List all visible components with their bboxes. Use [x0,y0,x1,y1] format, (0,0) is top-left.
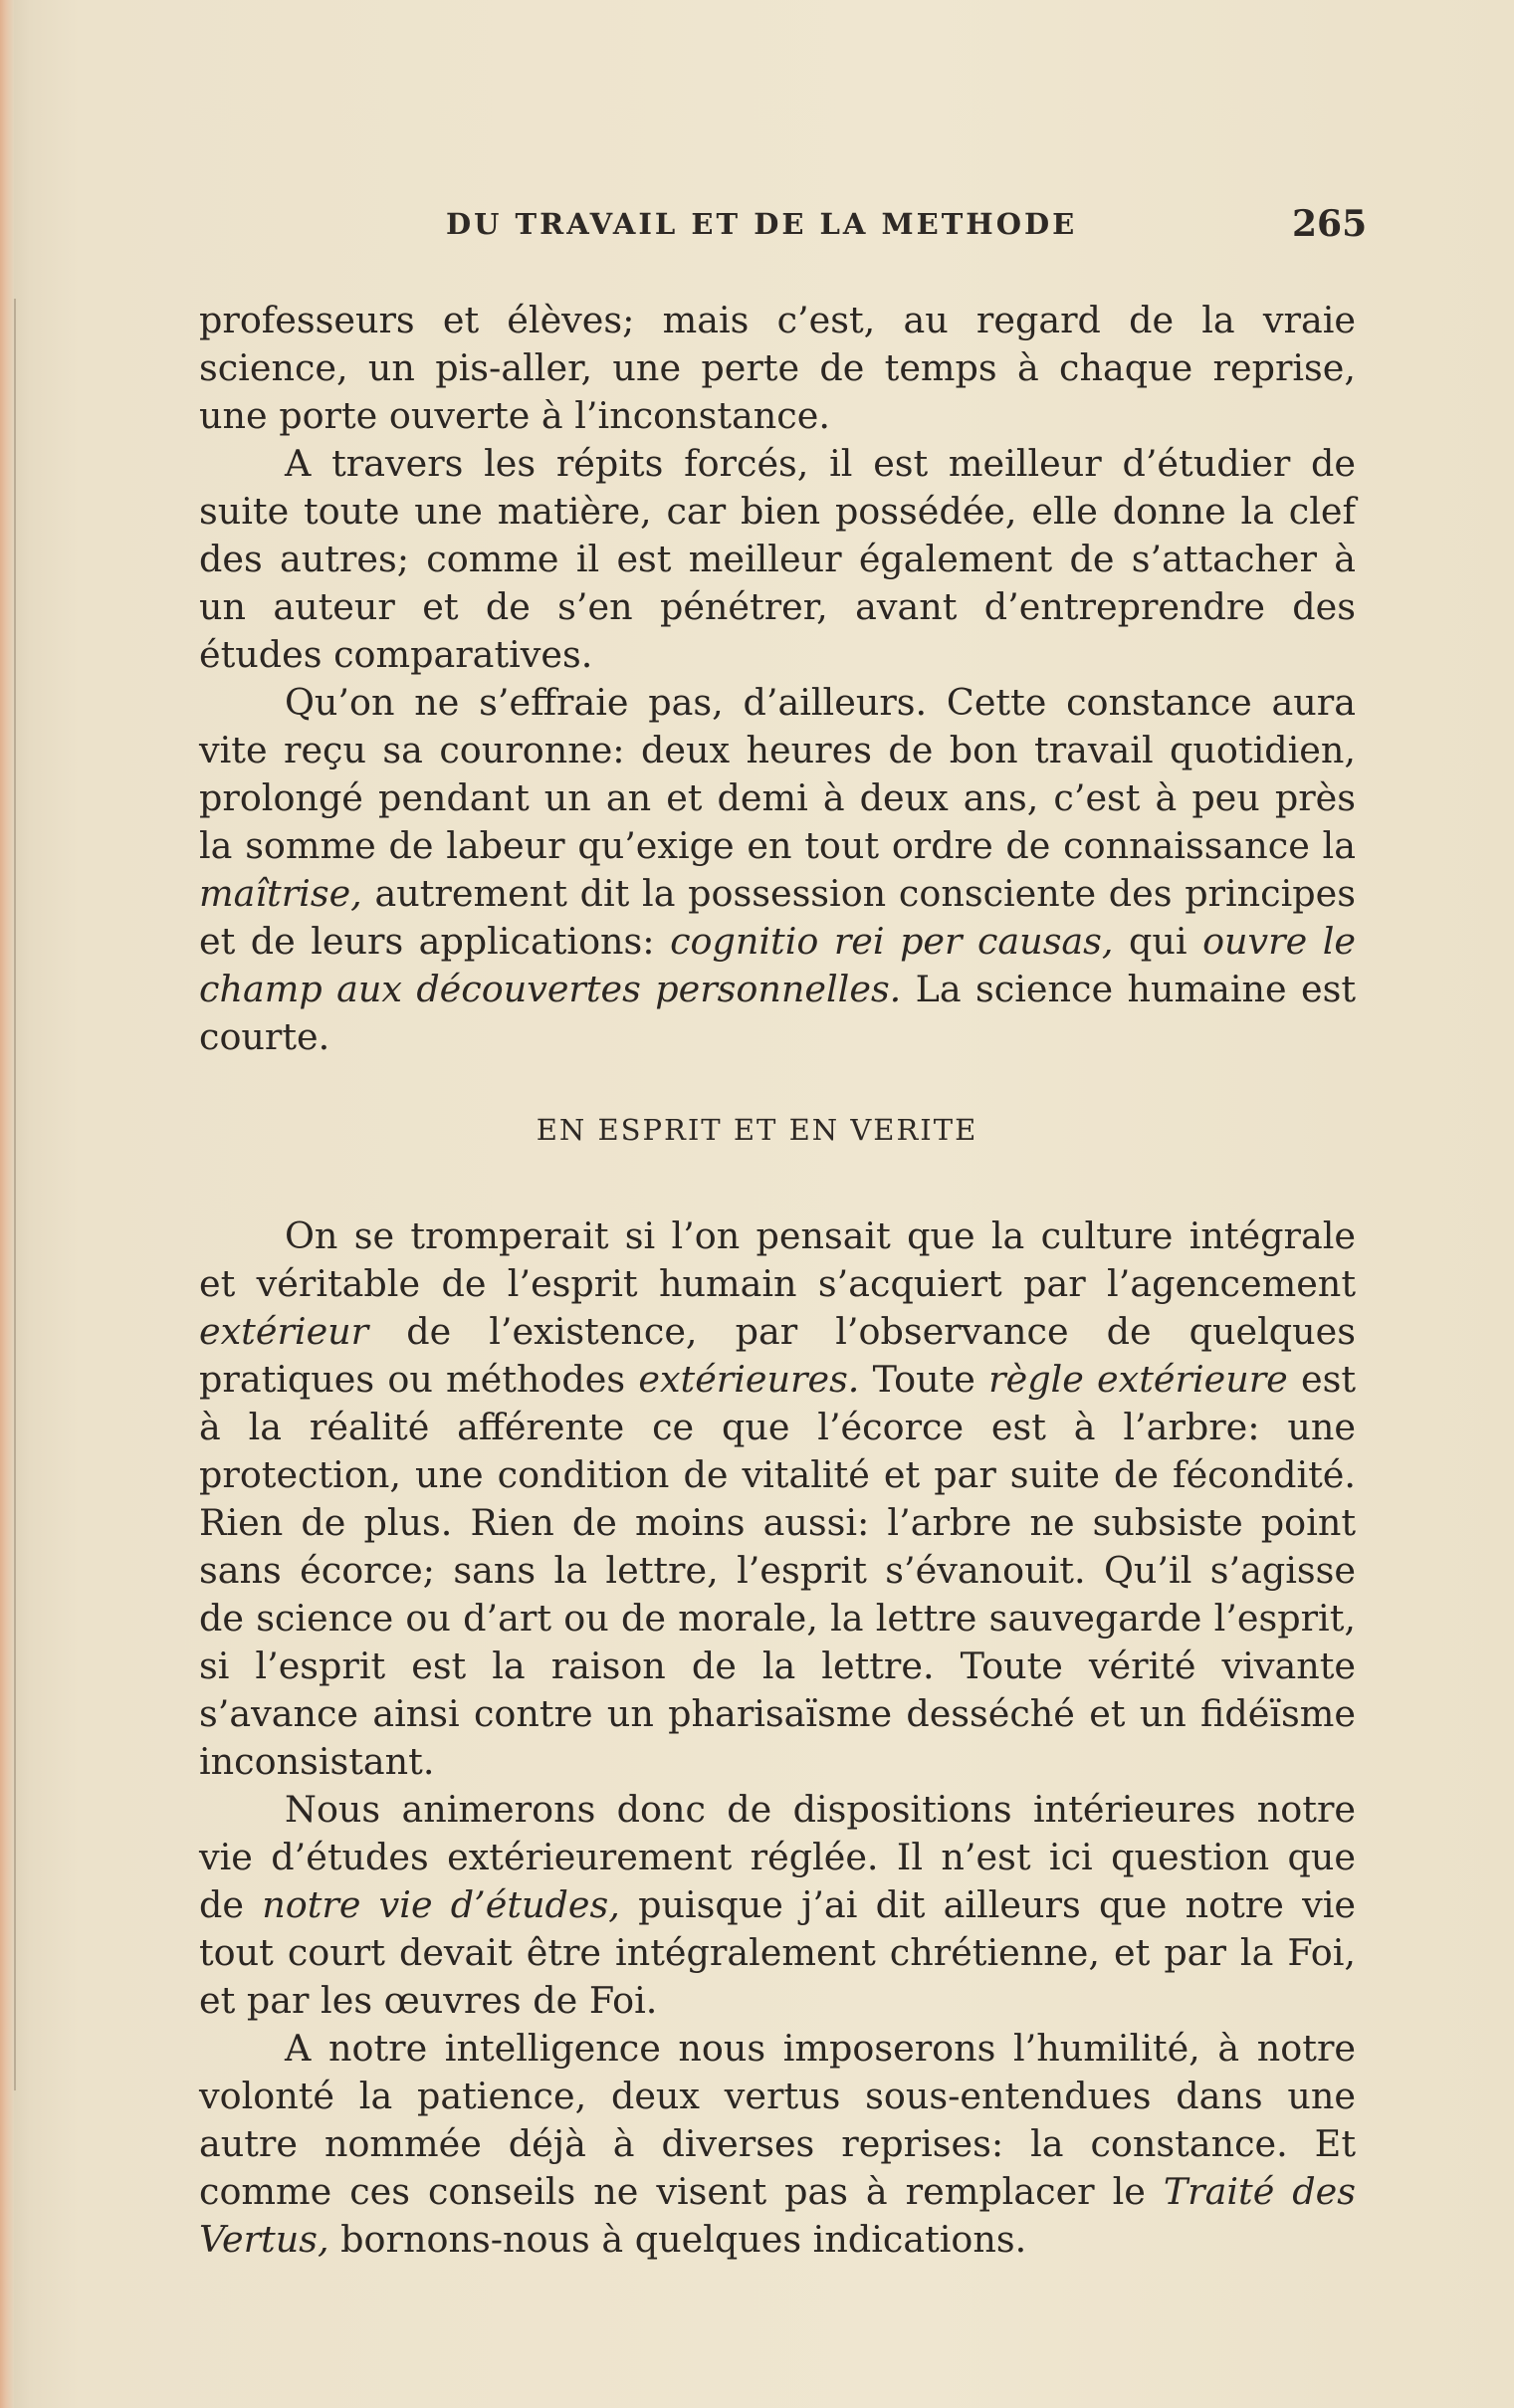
paragraph-1: professeurs et élèves; mais c’est, au regard de la vraie science, un pis-aller, une perte de temps à chaque reprise, une porte ouverte à l’inconstance. [199,299,1356,437]
paragraph-4 [199,1212,1356,1786]
paragraph-6-text: bornons-nous à quelques indications. [328,2218,1027,2261]
italic-regle-exterieure: règle extérieure [988,1358,1288,1401]
paragraph-2: A travers les répits forcés, il est meilleur d’étudier de suite toute une matière, car bien possédée, elle donne la clef des autres; comme il est meilleur également de s’attacher à un auteur et de s’en pénétrer, avant d’entreprendre des études comparatives. [199,442,1356,676]
page-number: 265 [1292,203,1368,245]
italic-exterieures: extérieures. [638,1358,860,1401]
paragraph-4-text: est à la réalité afférente ce que l’écorce est à l’arbre: une protection, une condition de vitalité et par suite de fécondité. Rien de plus. Rien de moins aussi: l’arbre ne subsiste point sans écorce; sans la lettre, l’esprit s’évanouit. Qu’il s’agisse de science ou d’art ou de morale, la lettre sauvegarde l’esprit, si l’esprit est la raison de la lettre. Toute vérité vivante s’avance ainsi contre un pharisaïsme desséché et un fidéïsme inconsistant. [199,1358,1357,1783]
italic-ouvre-le-champ: ouvre le champ aux découvertes personnelles. [199,920,1356,1010]
paragraph-6 [199,2025,1356,2264]
paragraph-6-text: A notre intelligence nous imposerons l’humilité, à notre volonté la patience, deux vertus sous-entendues dans une autre nommée déjà à diverses reprises: la constance. Et comme ces conseils ne visent pas à remplacer le [199,2027,1356,2213]
paragraph-3-text: autrement dit la possession consciente des principes et de leurs applications: [199,872,1356,963]
paragraph-3-text: qui [1113,920,1203,963]
text-block-2 [199,1212,1356,2264]
italic-latin-quote: cognitio rei per causas, [670,920,1114,963]
paragraph-3 [199,679,1356,1061]
text-block-1 [199,297,1356,1061]
paragraph-5-text: puisque j’ai dit ailleurs que notre vie tout court devait être intégralement chrétienne, et par la Foi, et par les œuvres de Foi. [199,1883,1356,2022]
italic-traite-des-vertus: Traité des Vertus, [199,2170,1356,2261]
italic-maitrise: maîtrise, [199,872,362,915]
italic-exterieur: extérieur [199,1310,369,1353]
paragraph-3-text: Qu’on ne s’effraie pas, d’ailleurs. Cette constance aura vite reçu sa couronne: deux heures de bon travail quotidien, prolongé pendant un an et demi à deux ans, c’est à peu près la somme de labeur qu’exige en tout ordre de connaissance la [199,681,1356,867]
running-title: DU TRAVAIL ET DE LA METHODE [446,207,1078,241]
paragraph-4-text: de l’existence, par l’observance de quelques pratiques ou méthodes [199,1310,1356,1401]
paragraph-5 [199,1786,1356,2025]
paragraph-5-text: Nous animerons donc de dispositions intérieures notre vie d’études extérieurement réglée. Il n’est ici question que de [199,1788,1356,1926]
section-heading: EN ESPRIT ET EN VERITE [536,1113,978,1147]
italic-notre-vie-detudes: notre vie d’études, [262,1883,620,1926]
paragraph-4-text: On se tromperait si l’on pensait que la culture intégrale et véritable de l’esprit humain s’acquiert par l’agencement [199,1214,1356,1305]
paragraph-4-text: Toute [859,1358,989,1401]
paragraph-3-text: La science humaine est courte. [199,968,1356,1058]
